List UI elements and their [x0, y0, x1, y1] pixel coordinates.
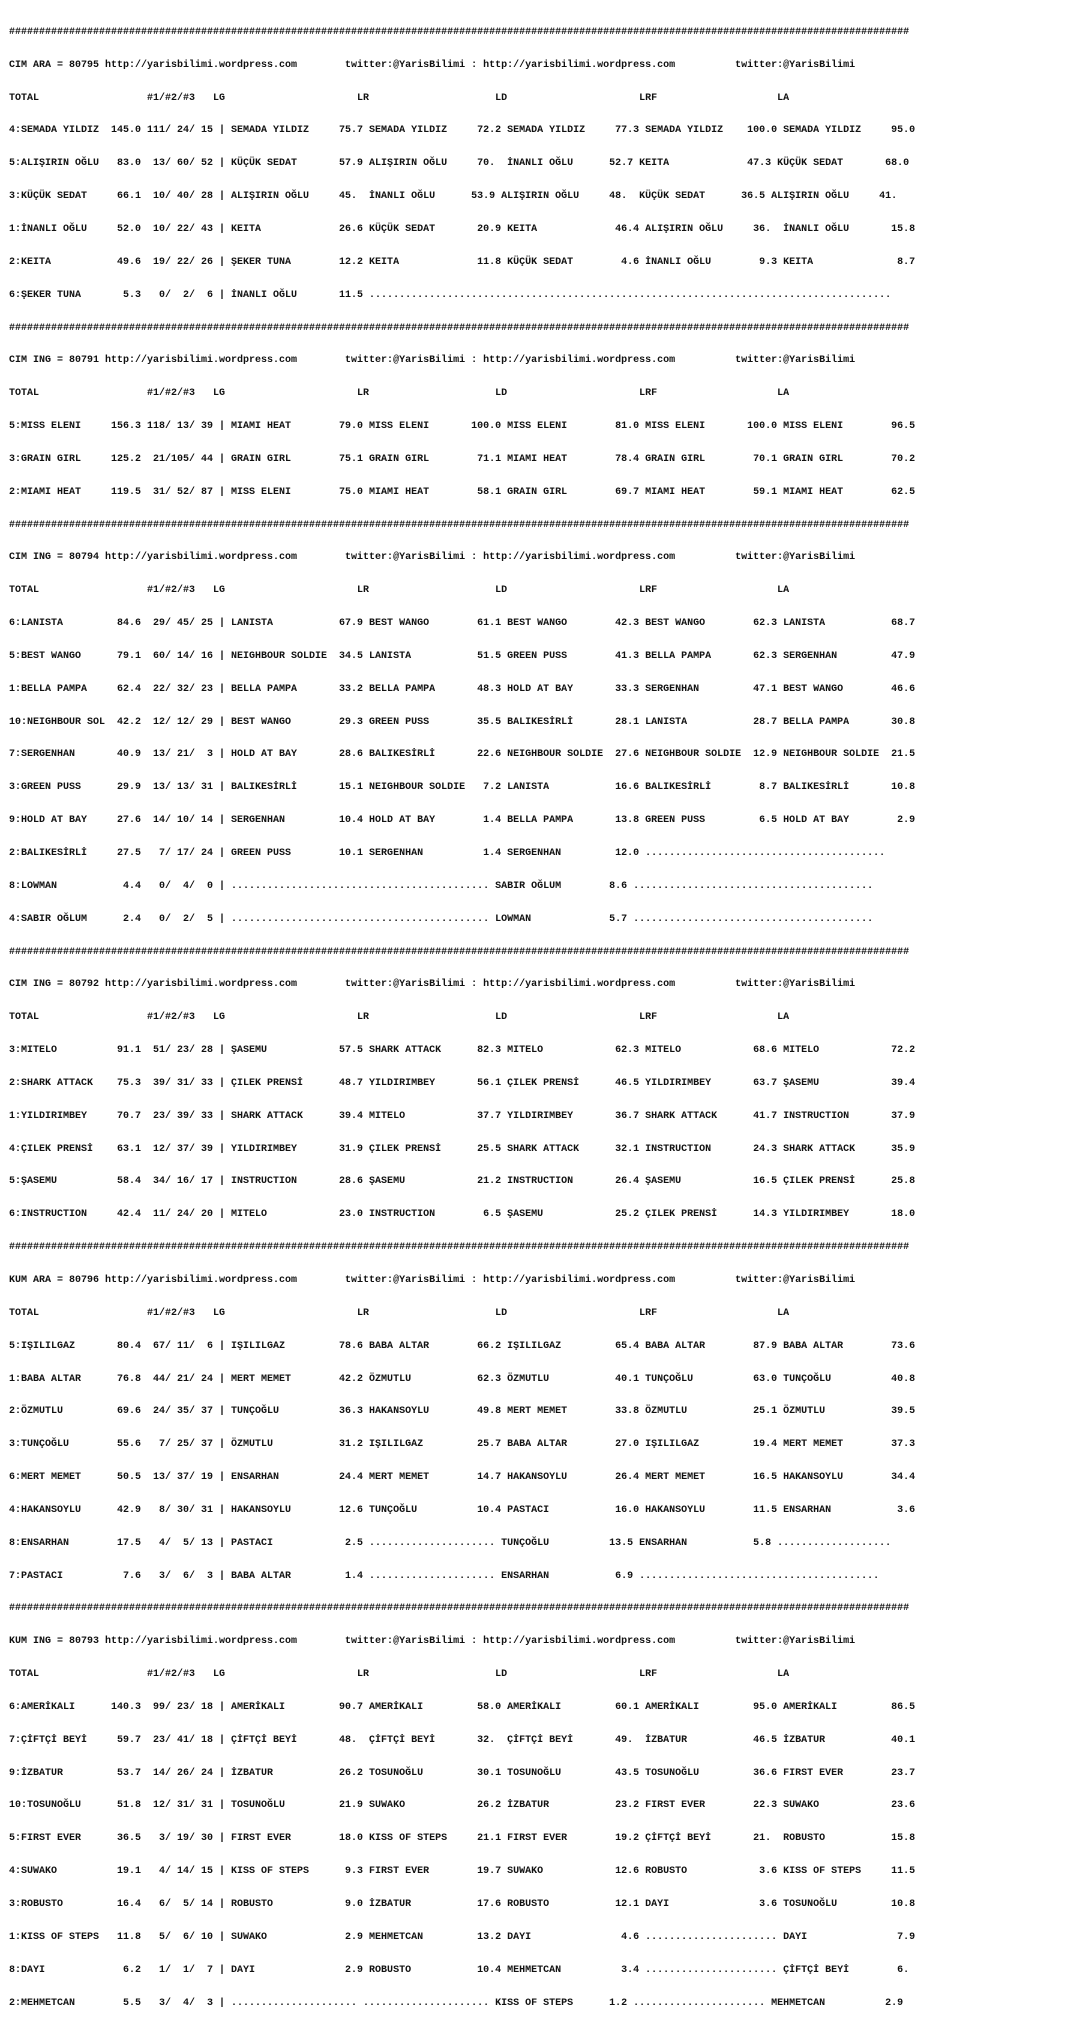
horse-row: 1:BELLA PAMPA 62.4 22/ 32/ 23 | BELLA PAMPA 33.2 BELLA PAMPA 48.3 HOLD AT BAY 33.3 SERGENHAN 47.1 BEST WANGO 46.6: [9, 683, 916, 695]
column-header-line: TOTAL #1/#2/#3 LG LR LD LRF LA: [9, 92, 790, 104]
horse-row: 4:SUWAKO 19.1 4/ 14/ 15 | KISS OF STEPS 9.3 FIRST EVER 19.7 SUWAKO 12.6 ROBUSTO 3.6 KISS OF STEPS 11.5: [9, 1866, 916, 1878]
horse-row: 7:ÇİFTÇİ BEYİ 59.7 23/ 41/ 18 | ÇİFTÇİ BEYİ 48. ÇİFTÇİ BEYİ 32. ÇİFTÇİ BEYİ 49. İZBATUR 46.5 İZBATUR 40.1: [9, 1734, 916, 1746]
race-header-line: CIM ING = 80791 http://yarisbilimi.wordpress.com twitter:@YarisBilimi : http://yarisbilimi.wordpress.com twitter:@YarisBilimi: [9, 355, 856, 367]
horse-row: 9:İZBATUR 53.7 14/ 26/ 24 | İZBATUR 26.2 TOSUNOĞLU 30.1 TOSUNOĞLU 43.5 TOSUNOĞLU 36.6 FIRST EVER 23.7: [9, 1767, 916, 1779]
horse-row: 1:YILDIRIMBEY 70.7 23/ 39/ 33 | SHARK ATTACK 39.4 MITELO 37.7 YILDIRIMBEY 36.7 SHARK ATTACK 41.7 INSTRUCTION 37.9: [9, 1110, 916, 1122]
horse-row: 10:NEIGHBOUR SOL 42.2 12/ 12/ 29 | BEST WANGO 29.3 GREEN PUSS 35.5 BALIKESİRLİ 28.1 LANISTA 28.7 BELLA PAMPA 30.8: [9, 716, 916, 728]
horse-row: 8:DAYI 6.2 1/ 1/ 7 | DAYI 2.9 ROBUSTO 10.4 MEHMETCAN 3.4 ...................... ÇİFTÇİ BEYİ 6.: [9, 1964, 910, 1976]
horse-row: 7:PASTACI 7.6 3/ 6/ 3 | BABA ALTAR 1.4 ..................... ENSARHAN 6.9 ........................................: [9, 1570, 880, 1582]
horse-row: 6:ŞEKER TUNA 5.3 0/ 2/ 6 | İNANLI OĞLU 11.5 .......................................................................................: [9, 289, 892, 301]
horse-row: 2:MIAMI HEAT 119.5 31/ 52/ 87 | MISS ELENI 75.0 MIAMI HEAT 58.1 GRAIN GIRL 69.7 MIAMI HEAT 59.1 MIAMI HEAT 62.5: [9, 486, 916, 498]
race-header-line: CIM ING = 80794 http://yarisbilimi.wordpress.com twitter:@YarisBilimi : http://yarisbilimi.wordpress.com twitter:@YarisBilimi: [9, 552, 856, 564]
separator-line: ######################################################################################################################################################: [9, 1603, 910, 1615]
horse-row: 4:HAKANSOYLU 42.9 8/ 30/ 31 | HAKANSOYLU 12.6 TUNÇOĞLU 10.4 PASTACI 16.0 HAKANSOYLU 11.5 ENSARHAN 3.6: [9, 1504, 916, 1516]
race-header-line: CIM ING = 80792 http://yarisbilimi.wordpress.com twitter:@YarisBilimi : http://yarisbilimi.wordpress.com twitter:@YarisBilimi: [9, 979, 856, 991]
horse-row: 5:ŞASEMU 58.4 34/ 16/ 17 | INSTRUCTION 28.6 ŞASEMU 21.2 INSTRUCTION 26.4 ŞASEMU 16.5 ÇILEK PRENSİ 25.8: [9, 1176, 916, 1188]
separator-line: ######################################################################################################################################################: [9, 946, 910, 958]
separator-line: ######################################################################################################################################################: [9, 1242, 910, 1254]
horse-row: 2:SHARK ATTACK 75.3 39/ 31/ 33 | ÇILEK PRENSİ 48.7 YILDIRIMBEY 56.1 ÇILEK PRENSİ 46.5 YILDIRIMBEY 63.7 ŞASEMU 39.4: [9, 1077, 916, 1089]
horse-row: 1:BABA ALTAR 76.8 44/ 21/ 24 | MERT MEMET 42.2 ÖZMUTLU 62.3 ÖZMUTLU 40.1 TUNÇOĞLU 63.0 TUNÇOĞLU 40.8: [9, 1373, 916, 1385]
horse-row: 2:BALIKESİRLİ 27.5 7/ 17/ 24 | GREEN PUSS 10.1 SERGENHAN 1.4 SERGENHAN 12.0 ........................................: [9, 848, 886, 859]
horse-row: 9:HOLD AT BAY 27.6 14/ 10/ 14 | SERGENHAN 10.4 HOLD AT BAY 1.4 BELLA PAMPA 13.8 GREEN PUSS 6.5 HOLD AT BAY 2.9: [9, 815, 916, 827]
column-header-line: TOTAL #1/#2/#3 LG LR LD LRF LA: [9, 585, 790, 597]
horse-row: 2:MEHMETCAN 5.5 3/ 4/ 3 | ..................... ..................... KISS OF STEPS 1.2 ...................... MEHMETCAN 2.9: [9, 1997, 904, 2009]
separator-line: ######################################################################################################################################################: [9, 322, 910, 334]
column-header-line: TOTAL #1/#2/#3 LG LR LD LRF LA: [9, 388, 790, 400]
horse-row: 2:KEITA 49.6 19/ 22/ 26 | ŞEKER TUNA 12.2 KEITA 11.8 KÜÇÜK SEDAT 4.6 İNANLI OĞLU 9.3 KEITA 8.7: [9, 256, 916, 268]
horse-row: 3:KÜÇÜK SEDAT 66.1 10/ 40/ 28 | ALIŞIRIN OĞLU 45. İNANLI OĞLU 53.9 ALIŞIRIN OĞLU 48. KÜÇÜK SEDAT 36.5 ALIŞIRIN OĞLU 41.: [9, 191, 898, 203]
horse-row: 5:BEST WANGO 79.1 60/ 14/ 16 | NEIGHBOUR SOLDIE 34.5 LANISTA 51.5 GREEN PUSS 41.3 BELLA PAMPA 62.3 SERGENHAN 47.9: [9, 650, 916, 662]
horse-row: 5:IŞILILGAZ 80.4 67/ 11/ 6 | IŞILILGAZ 78.6 BABA ALTAR 66.2 IŞILILGAZ 65.4 BABA ALTAR 87.9 BABA ALTAR 73.6: [9, 1340, 916, 1352]
race-results-sheet: [9, 6, 1073, 2009]
horse-row: 4:ÇILEK PRENSİ 63.1 12/ 37/ 39 | YILDIRIMBEY 31.9 ÇILEK PRENSİ 25.5 SHARK ATTACK 32.1 INSTRUCTION 24.3 SHARK ATTACK 35.9: [9, 1143, 916, 1155]
column-header-line: TOTAL #1/#2/#3 LG LR LD LRF LA: [9, 1669, 790, 1681]
separator-line: ######################################################################################################################################################: [9, 26, 910, 38]
horse-row: 6:MERT MEMET 50.5 13/ 37/ 19 | ENSARHAN 24.4 MERT MEMET 14.7 HAKANSOYLU 26.4 MERT MEMET 16.5 HAKANSOYLU 34.4: [9, 1472, 916, 1484]
race-header-line: KUM ARA = 80796 http://yarisbilimi.wordpress.com twitter:@YarisBilimi : http://yarisbilimi.wordpress.com twitter:@YarisBilimi: [9, 1274, 856, 1286]
horse-row: 6:LANISTA 84.6 29/ 45/ 25 | LANISTA 67.9 BEST WANGO 61.1 BEST WANGO 42.3 BEST WANGO 62.3 LANISTA 68.7: [9, 618, 916, 630]
horse-row: 6:AMERİKALI 140.3 99/ 23/ 18 | AMERİKALI 90.7 AMERİKALI 58.0 AMERİKALI 60.1 AMERİKALI 95.0 AMERİKALI 86.5: [9, 1701, 916, 1713]
horse-row: 6:INSTRUCTION 42.4 11/ 24/ 20 | MITELO 23.0 INSTRUCTION 6.5 ŞASEMU 25.2 ÇILEK PRENSİ 14.3 YILDIRIMBEY 18.0: [9, 1209, 916, 1221]
horse-row: 3:GRAIN GIRL 125.2 21/105/ 44 | GRAIN GIRL 75.1 GRAIN GIRL 71.1 MIAMI HEAT 78.4 GRAIN GIRL 70.1 GRAIN GIRL 70.2: [9, 453, 916, 465]
horse-row: 8:ENSARHAN 17.5 4/ 5/ 13 | PASTACI 2.5 ..................... TUNÇOĞLU 13.5 ENSARHAN 5.8 ...................: [9, 1537, 892, 1549]
column-header-line: TOTAL #1/#2/#3 LG LR LD LRF LA: [9, 1307, 790, 1319]
horse-row: 1:İNANLI OĞLU 52.0 10/ 22/ 43 | KEITA 26.6 KÜÇÜK SEDAT 20.9 KEITA 46.4 ALIŞIRIN OĞLU 36. İNANLI OĞLU 15.8: [9, 223, 916, 235]
horse-row: 5:ALIŞIRIN OĞLU 83.0 13/ 60/ 52 | KÜÇÜK SEDAT 57.9 ALIŞIRIN OĞLU 70. İNANLI OĞLU 52.7 KEITA 47.3 KÜÇÜK SEDAT 68.0: [9, 158, 910, 170]
horse-row: 3:MITELO 91.1 51/ 23/ 28 | ŞASEMU 57.5 SHARK ATTACK 82.3 MITELO 62.3 MITELO 68.6 MITELO 72.2: [9, 1045, 916, 1057]
separator-line: ######################################################################################################################################################: [9, 519, 910, 531]
horse-row: 5:FIRST EVER 36.5 3/ 19/ 30 | FIRST EVER 18.0 KISS OF STEPS 21.1 FIRST EVER 19.2 ÇİFTÇİ BEYİ 21. ROBUSTO 15.8: [9, 1833, 916, 1845]
race-header-line: CIM ARA = 80795 http://yarisbilimi.wordpress.com twitter:@YarisBilimi : http://yarisbilimi.wordpress.com twitter:@YarisBilimi: [9, 59, 856, 71]
horse-row: 7:SERGENHAN 40.9 13/ 21/ 3 | HOLD AT BAY 28.6 BALIKESİRLİ 22.6 NEIGHBOUR SOLDIE 27.6 NEIGHBOUR SOLDIE 12.9 NEIGHBOUR SOLDIE 21.5: [9, 749, 916, 761]
column-header-line: TOTAL #1/#2/#3 LG LR LD LRF LA: [9, 1012, 790, 1024]
horse-row: 5:MISS ELENI 156.3 118/ 13/ 39 | MIAMI HEAT 79.0 MISS ELENI 100.0 MISS ELENI 81.0 MISS ELENI 100.0 MISS ELENI 96.5: [9, 421, 916, 433]
horse-row: 1:KISS OF STEPS 11.8 5/ 6/ 10 | SUWAKO 2.9 MEHMETCAN 13.2 DAYI 4.6 ...................... DAYI 7.9: [9, 1931, 916, 1943]
horse-row: 4:SEMADA YILDIZ 145.0 111/ 24/ 15 | SEMADA YILDIZ 75.7 SEMADA YILDIZ 72.2 SEMADA YILDIZ 77.3 SEMADA YILDIZ 100.0 SEMADA YILDIZ 95.0: [9, 125, 916, 137]
horse-row: 2:ÖZMUTLU 69.6 24/ 35/ 37 | TUNÇOĞLU 36.3 HAKANSOYLU 49.8 MERT MEMET 33.8 ÖZMUTLU 25.1 ÖZMUTLU 39.5: [9, 1406, 916, 1418]
race-header-line: KUM ING = 80793 http://yarisbilimi.wordpress.com twitter:@YarisBilimi : http://yarisbilimi.wordpress.com twitter:@YarisBilimi: [9, 1636, 856, 1648]
horse-row: 4:SABIR OĞLUM 2.4 0/ 2/ 5 | ........................................... LOWMAN 5.7 ........................................: [9, 913, 874, 925]
horse-row: 3:GREEN PUSS 29.9 13/ 13/ 31 | BALIKESİRLİ 15.1 NEIGHBOUR SOLDIE 7.2 LANISTA 16.6 BALIKESİRLİ 8.7 BALIKESİRLİ 10.8: [9, 782, 916, 794]
horse-row: 3:ROBUSTO 16.4 6/ 5/ 14 | ROBUSTO 9.0 İZBATUR 17.6 ROBUSTO 12.1 DAYI 3.6 TOSUNOĞLU 10.8: [9, 1899, 916, 1910]
horse-row: 3:TUNÇOĞLU 55.6 7/ 25/ 37 | ÖZMUTLU 31.2 IŞILILGAZ 25.7 BABA ALTAR 27.0 IŞILILGAZ 19.4 MERT MEMET 37.3: [9, 1439, 916, 1451]
horse-row: 8:LOWMAN 4.4 0/ 4/ 0 | ........................................... SABIR OĞLUM 8.6 ........................................: [9, 880, 874, 892]
horse-row: 10:TOSUNOĞLU 51.8 12/ 31/ 31 | TOSUNOĞLU 21.9 SUWAKO 26.2 İZBATUR 23.2 FIRST EVER 22.3 SUWAKO 23.6: [9, 1800, 916, 1812]
